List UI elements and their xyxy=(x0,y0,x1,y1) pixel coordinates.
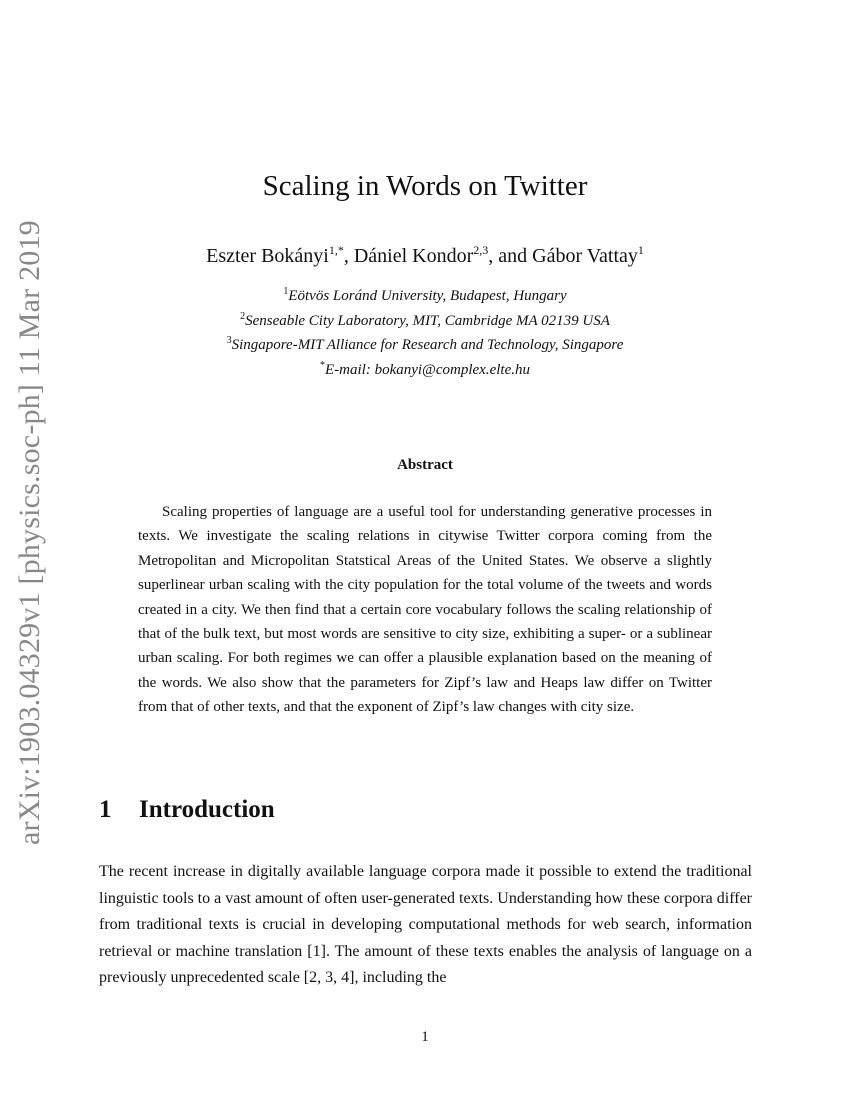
affiliation-mark: 2 xyxy=(240,311,246,322)
author-name: Dániel Kondor xyxy=(353,245,474,267)
affiliation-text: Eötvös Loránd University, Budapest, Hungary xyxy=(288,288,567,304)
paper-title: Scaling in Words on Twitter xyxy=(262,170,588,202)
author-list xyxy=(0,242,850,270)
arxiv-identifier: arXiv:1903.04329v1 [physics.soc-ph] 11 Mar 2019 xyxy=(13,220,46,845)
affiliation-mark: 1 xyxy=(283,286,289,297)
section-number: 1 xyxy=(99,796,112,823)
author-name: Gábor Vattay xyxy=(532,245,638,267)
introduction-paragraph: The recent increase in digitally available language corpora made it possible to extend the traditional linguistic tools to a vast amount of often user-generated texts. Understanding how these corpora differ from traditional texts is crucial in developing computational methods for web search, information retrieval or machine translation [1]. The amount of these texts enables the analysis of language on a previously unprecedented scale [2, 3, 4], including the xyxy=(99,863,752,986)
section-title: Introduction xyxy=(139,796,275,823)
abstract-body: Scaling properties of language are a useful tool for understanding generative processes in texts. We investigate the scaling relations in citywise Twitter corpora coming from the Metropolitan and Micropolitan Statstical Areas of the United States. We observe a slightly superlinear urban scaling with the city population for the total volume of the tweets and words created in a city. We then find that a certain core vocabulary follows the scaling relationship of that of the bulk text, but most words are sensitive to city size, exhibiting a super- or a sublinear urban scaling. For both regimes we can offer a plausible explanation based on the meaning of the words. We also show that the parameters for Zipf’s law and Heaps law differ on Twitter from that of other texts, and that the exponent of Zipf’s law changes with city size. xyxy=(138,504,712,716)
author-name: Eszter Bokányi xyxy=(206,245,329,267)
abstract-heading: Abstract xyxy=(397,457,453,473)
author-affiliation-mark: 1 xyxy=(637,243,644,257)
author-affiliation-mark: 2,3 xyxy=(473,243,489,257)
page-number: 1 xyxy=(421,1029,429,1045)
section-heading xyxy=(99,792,275,828)
affiliation-line xyxy=(0,286,850,306)
affiliation-mark: * xyxy=(320,360,325,371)
affiliation-text: Singapore-MIT Alliance for Research and Technology, Singapore xyxy=(231,337,624,353)
affiliation-line xyxy=(0,311,850,331)
author-separator: , xyxy=(343,245,354,267)
affiliation-text: Senseable City Laboratory, MIT, Cambridge MA 02139 USA xyxy=(245,313,610,329)
author-separator: , and xyxy=(488,245,533,267)
contact-email-line xyxy=(0,360,850,380)
author-affiliation-mark: 1,* xyxy=(328,243,344,257)
contact-email: E-mail: bokanyi@complex.elte.hu xyxy=(325,362,530,378)
affiliation-line xyxy=(0,335,850,355)
affiliation-mark: 3 xyxy=(226,335,232,346)
